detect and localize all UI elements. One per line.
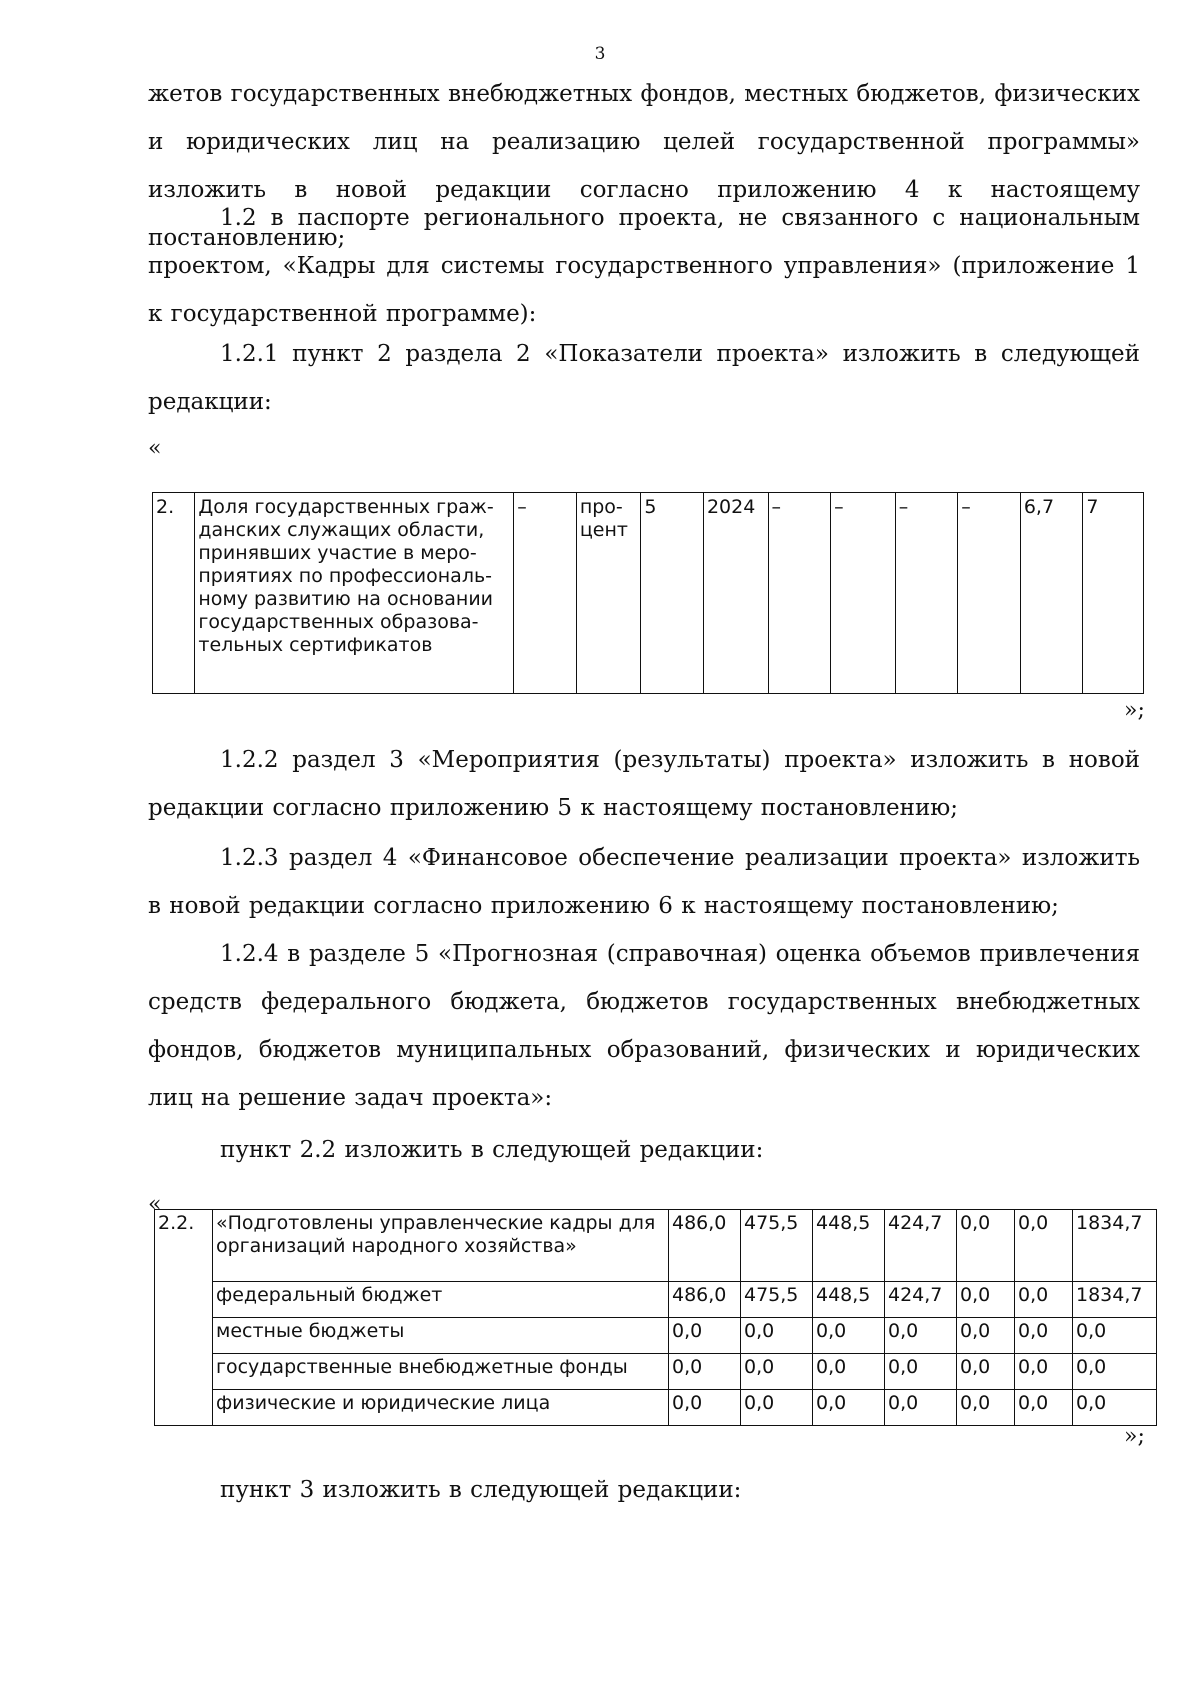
- paragraph-1-2-2: 1.2.2 раздел 3 «Мероприятия (результаты) проекта» изложить в новой редакции согласно приложению 5 к настоящему постановлению;: [148, 747, 1140, 821]
- table-cell: 424,7: [885, 1282, 957, 1318]
- table-cell: 0,0: [1015, 1210, 1073, 1282]
- table-cell: 7: [1083, 493, 1144, 694]
- table-cell: 0,0: [669, 1354, 741, 1390]
- table-cell: 0,0: [957, 1318, 1015, 1354]
- base-value-cell: 5: [641, 493, 704, 694]
- table-cell: 0,0: [1073, 1390, 1157, 1426]
- table-cell: –: [895, 493, 958, 694]
- base-year-cell: 2024: [703, 493, 768, 694]
- indicator-name: Доля государственных граж-данских служащих области, принявших участие в меро-приятиях по профессиональ-ному развитию на основании государственных образова-тельных сертификатов: [195, 493, 514, 694]
- table-cell: 0,0: [1073, 1354, 1157, 1390]
- paragraph-1-2-1: 1.2.1 пункт 2 раздела 2 «Показатели проекта» изложить в следующей редакции:: [148, 341, 1140, 415]
- table-cell: 0,0: [669, 1318, 741, 1354]
- quote-open-1: «: [148, 436, 162, 461]
- row-number: 2.: [153, 493, 195, 694]
- indicator-table: [152, 492, 1144, 694]
- page-number: 3: [594, 44, 606, 64]
- table-row: [155, 1318, 1157, 1354]
- row-label: федеральный бюджет: [213, 1282, 669, 1318]
- paragraph-1-2: 1.2 в паспорте регионального проекта, не связанного с национальным проектом, «Кадры для системы государственного управления» (приложение 1 к государственной программе):: [148, 205, 1140, 327]
- unit-cell: про-цент: [576, 493, 641, 694]
- paragraph-item-2-2: пункт 2.2 изложить в следующей редакции:: [220, 1137, 764, 1163]
- table-row: [155, 1354, 1157, 1390]
- table-cell: 475,5: [741, 1210, 813, 1282]
- table-cell: 0,0: [957, 1354, 1015, 1390]
- paragraph-1-2-4: 1.2.4 в разделе 5 «Прогнозная (справочная) оценка объемов привлечения средств федерального бюджета, бюджетов государственных внебюджетных фондов, бюджетов муниципальных образований, физических и юридических лиц на решение задач проекта»:: [148, 941, 1140, 1111]
- quote-close-2: »;: [1124, 1424, 1145, 1449]
- table-cell: 448,5: [813, 1282, 885, 1318]
- table-cell: 0,0: [669, 1390, 741, 1426]
- row-label: государственные внебюджетные фонды: [213, 1354, 669, 1390]
- table-cell: 0,0: [885, 1354, 957, 1390]
- quote-close-1: »;: [1124, 698, 1145, 723]
- table-cell: 0,0: [741, 1318, 813, 1354]
- table-cell: 448,5: [813, 1210, 885, 1282]
- financing-table: [154, 1209, 1157, 1426]
- table-row: [155, 1390, 1157, 1426]
- paragraph-intro-continuation: жетов государственных внебюджетных фондов, местных бюджетов, физических и юридических лиц на реализацию целей государственной программы» изложить в новой редакции согласно приложению 4 к настоящему постановлению;: [148, 81, 1140, 251]
- row-label: физические и юридические лица: [213, 1390, 669, 1426]
- row-label: местные бюджеты: [213, 1318, 669, 1354]
- table-cell: 0,0: [1015, 1282, 1073, 1318]
- table-cell: 486,0: [669, 1210, 741, 1282]
- table-row: [155, 1282, 1157, 1318]
- paragraph-item-3: пункт 3 изложить в следующей редакции:: [220, 1477, 742, 1503]
- table-cell: –: [514, 493, 577, 694]
- paragraph-1-2-3: 1.2.3 раздел 4 «Финансовое обеспечение реализации проекта» изложить в новой редакции согласно приложению 6 к настоящему постановлению;: [148, 845, 1140, 919]
- table-cell: 0,0: [1015, 1318, 1073, 1354]
- table-cell: 0,0: [957, 1282, 1015, 1318]
- table-cell: 0,0: [957, 1210, 1015, 1282]
- table-cell: 0,0: [741, 1390, 813, 1426]
- row-label: «Подготовлены управленческие кадры для организаций народного хозяйства»: [213, 1210, 669, 1282]
- table-cell: 1834,7: [1073, 1282, 1157, 1318]
- table-cell: 475,5: [741, 1282, 813, 1318]
- row-number: 2.2.: [155, 1210, 213, 1426]
- table-cell: –: [958, 493, 1021, 694]
- table-row: [153, 493, 1144, 694]
- table-cell: 1834,7: [1073, 1210, 1157, 1282]
- table-cell: –: [831, 493, 896, 694]
- table-cell: 0,0: [813, 1390, 885, 1426]
- table-cell: 0,0: [741, 1354, 813, 1390]
- table-cell: 0,0: [1015, 1390, 1073, 1426]
- table-cell: 0,0: [885, 1318, 957, 1354]
- table-cell: 0,0: [1015, 1354, 1073, 1390]
- table-cell: 0,0: [1073, 1318, 1157, 1354]
- table-row: [155, 1210, 1157, 1282]
- table-cell: –: [768, 493, 831, 694]
- table-cell: 0,0: [813, 1318, 885, 1354]
- quote-open-2: «: [148, 1192, 162, 1217]
- table-cell: 6,7: [1020, 493, 1083, 694]
- table-cell: 0,0: [813, 1354, 885, 1390]
- table-cell: 424,7: [885, 1210, 957, 1282]
- table-cell: 486,0: [669, 1282, 741, 1318]
- table-cell: 0,0: [957, 1390, 1015, 1426]
- table-cell: 0,0: [885, 1390, 957, 1426]
